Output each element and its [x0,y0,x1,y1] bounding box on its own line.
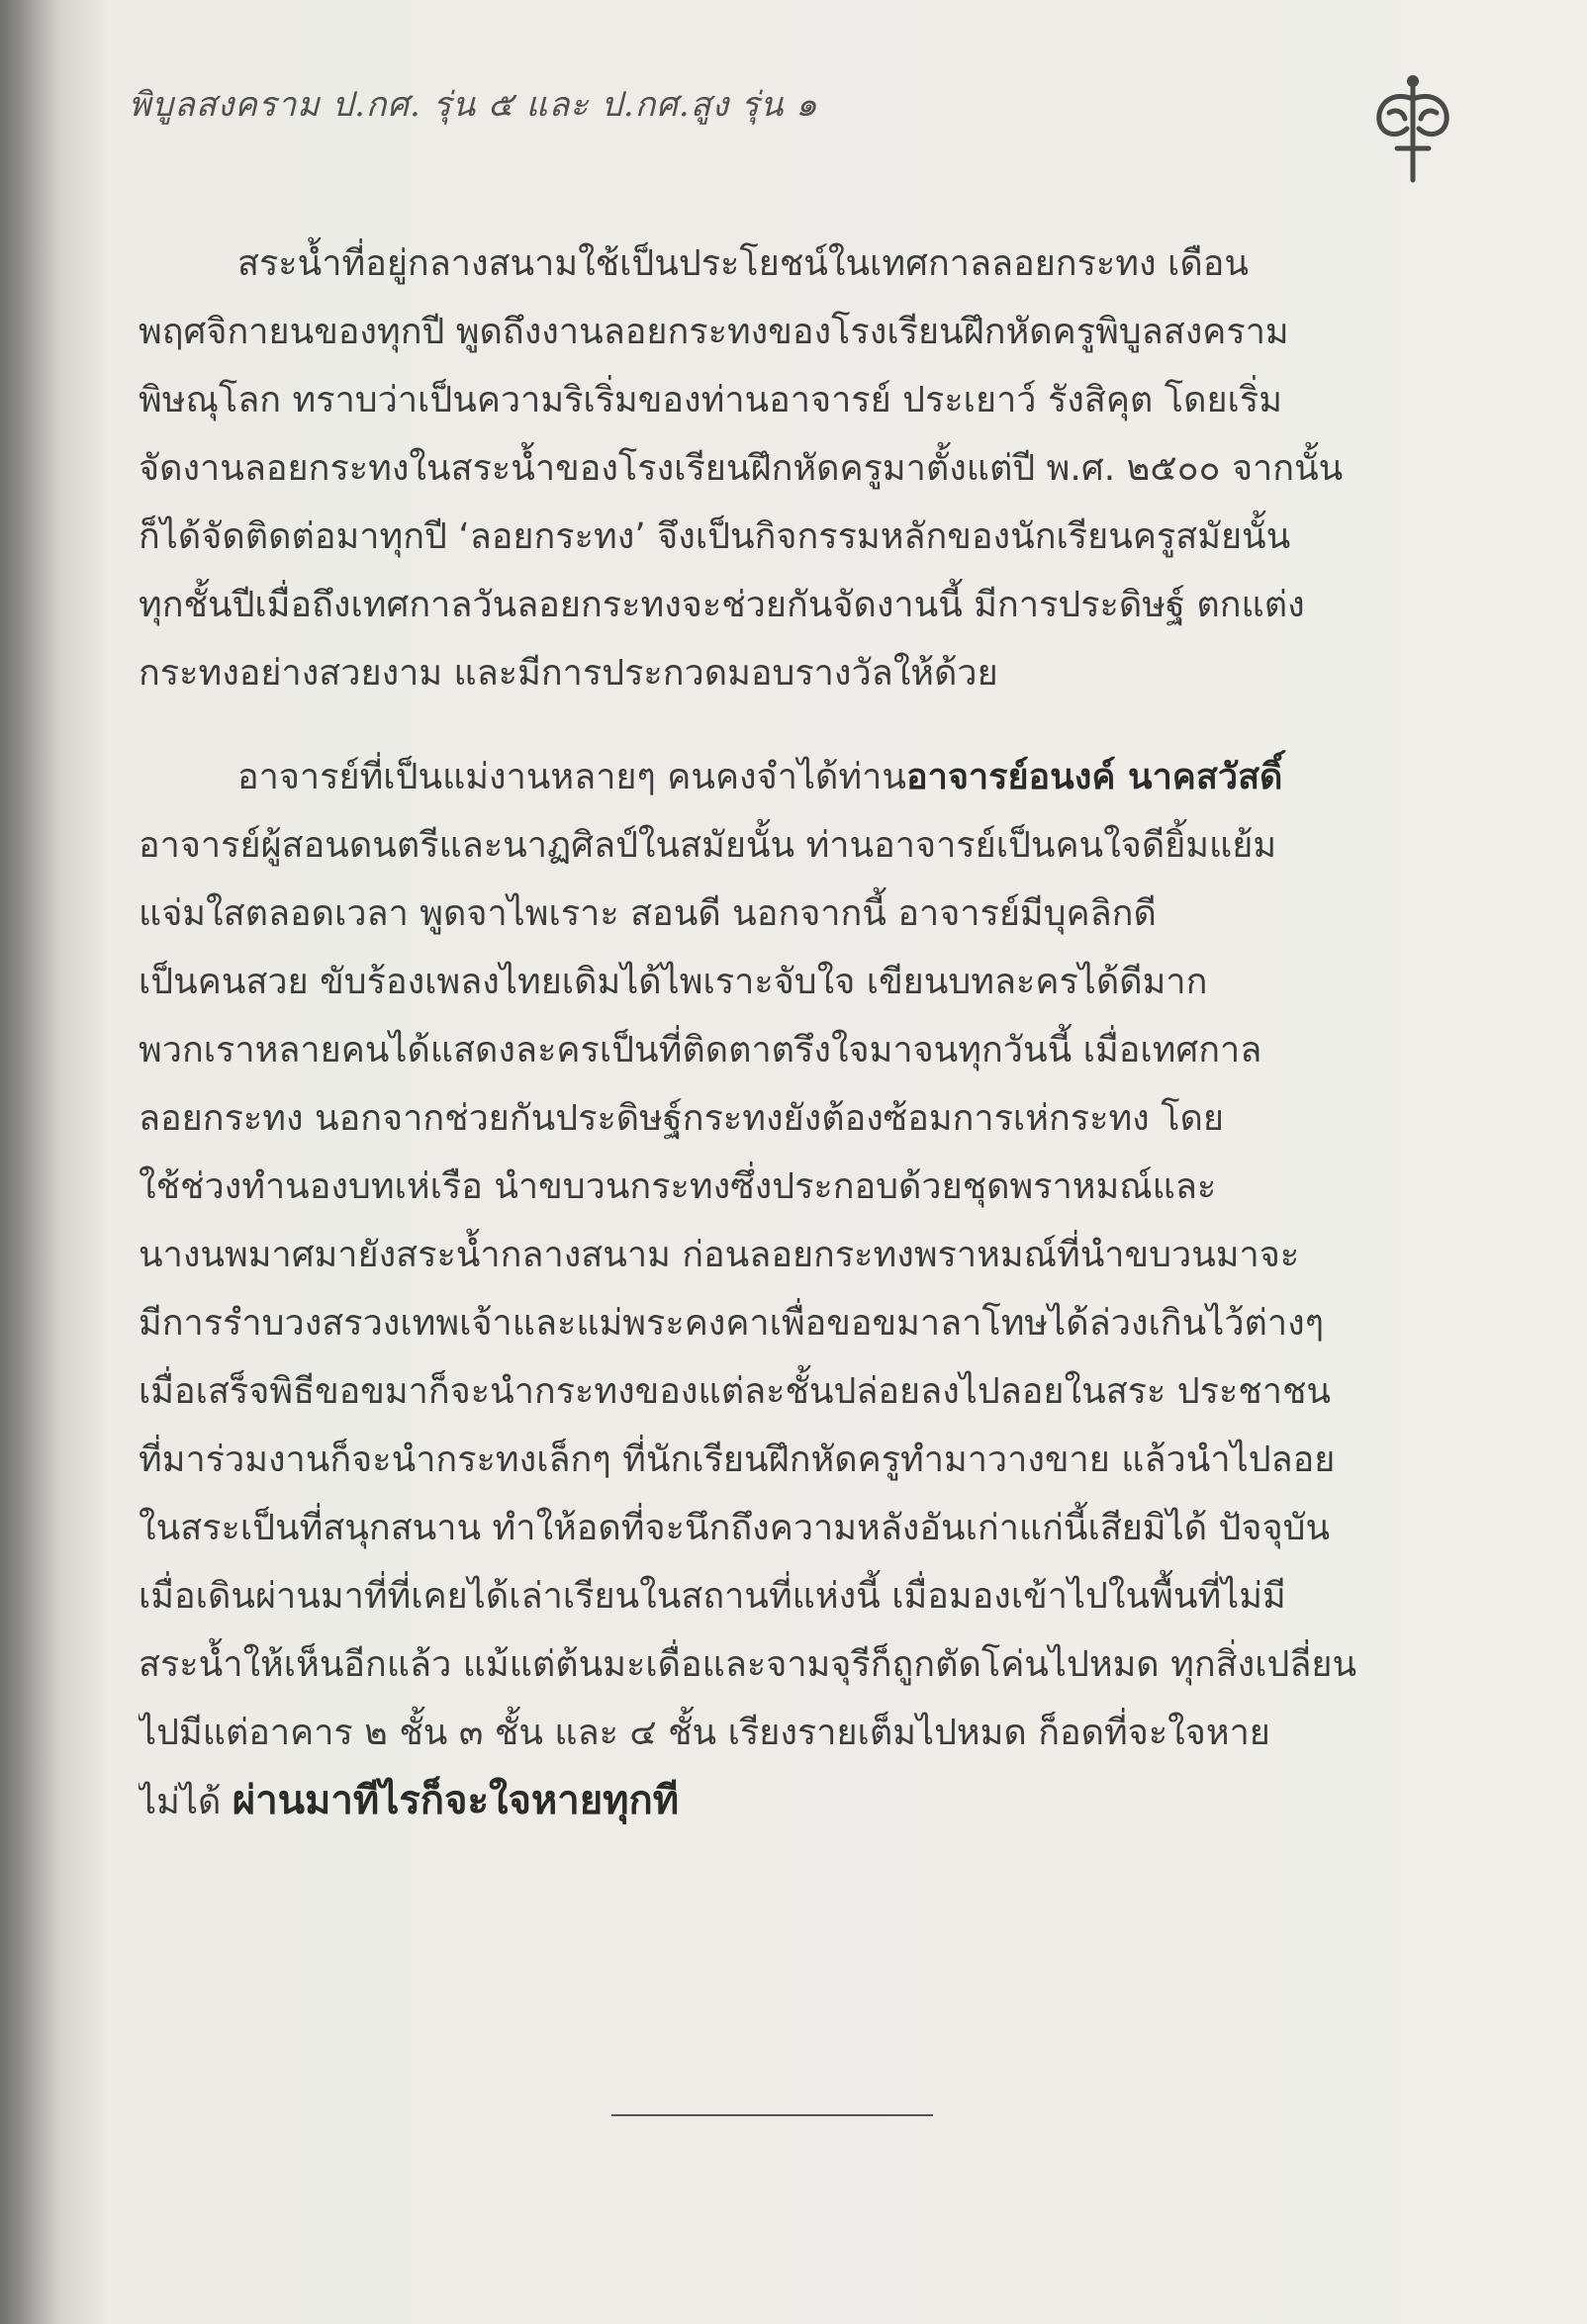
paragraph-1-line: จัดงานลอยกระทงในสระน้ำของโรงเรียนฝึกหัดครูมาตั้งแต่ปี พ.ศ. ๒๕๐๐ จากนั้น [139,448,1344,489]
paragraph-2-first-line-text: อาจารย์ที่เป็นแม่งานหลายๆ คนคงจำได้ท่าน [237,757,906,797]
paragraph-2-line: นางนพมาศมายังสระน้ำกลางสนาม ก่อนลอยกระทงพราหมณ์ที่นำขบวนมาจะ [139,1235,1300,1275]
paragraph-1 [139,230,1415,707]
paragraph-1-line: ทุกชั้นปีเมื่อถึงเทศกาลวันลอยกระทงจะช่วยกันจัดงานนี้ มีการประดิษฐ์ ตกแต่ง [139,585,1305,625]
paragraph-2-line [139,743,1415,811]
paragraph-2-line: ในสระเป็นที่สนุกสนาน ทำให้อดที่จะนึกถึงความหลังอันเก่าแก่นี้เสียมิได้ ปัจจุบัน [139,1508,1331,1548]
paragraph-1-line: ก็ได้จัดติดต่อมาทุกปี ‘ลอยกระทง’ จึงเป็นกิจกรรมหลักของนักเรียนครูสมัยนั้น [139,516,1291,557]
closing-phrase: ผ่านมาทีไรก็จะใจหายทุกที [232,1778,680,1823]
paragraph-2-last-line-text: ไม่ได้ [139,1782,233,1822]
running-head: พิบูลสงคราม ป.กศ. รุ่น ๕ และ ป.กศ.สูง รุ่น ๑ [129,85,818,125]
emblem-icon [1363,69,1462,188]
paragraph-2-line: เมื่อเสร็จพิธีขอขมาก็จะนำกระทงของแต่ละชั้นปล่อยลงไปลอยในสระ ประชาชน [139,1371,1331,1412]
spine-shadow [0,0,59,2324]
paragraph-2-line: ที่มาร่วมงานก็จะนำกระทงเล็กๆ ที่นักเรียนฝึกหัดครูทำมาวางขาย แล้วนำไปลอย [139,1440,1336,1480]
end-rule [611,2114,933,2116]
paragraph-2-line: ลอยกระทง นอกจากช่วยกันประดิษฐ์กระทงยังต้องซ้อมการเห่กระทง โดย [139,1098,1224,1139]
paragraph-2-line: ใช้ช่วงทำนองบทเห่เรือ นำขบวนกระทงซึ่งประกอบด้วยชุดพราหมณ์และ [139,1166,1217,1207]
paragraph-2-last-line [139,1767,1415,1836]
paragraph-1-line: กระทงอย่างสวยงาม และมีการประกวดมอบรางวัลให้ด้วย [139,653,998,694]
teacher-name: อาจารย์อนงค์ นาคสวัสดิ์ [905,757,1283,797]
paragraph-1-line: พฤศจิกายนของทุกปี พูดถึงงานลอยกระทงของโรงเรียนฝึกหัดครูพิบูลสงคราม [139,312,1289,352]
paragraph-2-line: ไปมีแต่อาคาร ๒ ชั้น ๓ ชั้น และ ๔ ชั้น เรียงรายเต็มไปหมด ก็อดที่จะใจหาย [139,1713,1270,1753]
paragraph-2-line: อาจารย์ผู้สอนดนตรีและนาฏศิลป์ในสมัยนั้น ท่านอาจารย์เป็นคนใจดียิ้มแย้ม [139,825,1277,866]
paragraph-1-line: พิษณุโลก ทราบว่าเป็นความริเริ่มของท่านอาจารย์ ประเยาว์ รังสิคุต โดยเริ่ม [139,380,1282,420]
paragraph-2-line: แจ่มใสตลอดเวลา พูดจาไพเราะ สอนดี นอกจากนี้ อาจารย์มีบุคลิกดี [139,893,1157,934]
paragraph-1-line: สระน้ำที่อยู่กลางสนามใช้เป็นประโยชน์ในเทศกาลลอยกระทง เดือน [237,243,1249,284]
paragraph-2-line: เป็นคนสวย ขับร้องเพลงไทยเดิมได้ไพเราะจับใจ เขียนบทละครได้ดีมาก [139,962,1208,1002]
body-text [139,230,1415,1872]
paragraph-2-line: เมื่อเดินผ่านมาที่ที่เคยได้เล่าเรียนในสถานที่แห่งนี้ เมื่อมองเข้าไปในพื้นที่ไม่มี [139,1576,1286,1617]
paragraph-2-line: มีการรำบวงสรวงเทพเจ้าและแม่พระคงคาเพื่อขอขมาลาโทษได้ล่วงเกินไว้ต่างๆ [139,1303,1325,1344]
paragraph-2 [139,743,1415,1836]
paragraph-2-line: สระน้ำให้เห็นอีกแล้ว แม้แต่ต้นมะเดื่อและจามจุรีก็ถูกตัดโค่นไปหมด ทุกสิ่งเปลี่ยน [139,1644,1357,1685]
paragraph-2-line: พวกเราหลายคนได้แสดงละครเป็นที่ติดตาตรึงใจมาจนทุกวันนี้ เมื่อเทศกาล [139,1030,1262,1070]
